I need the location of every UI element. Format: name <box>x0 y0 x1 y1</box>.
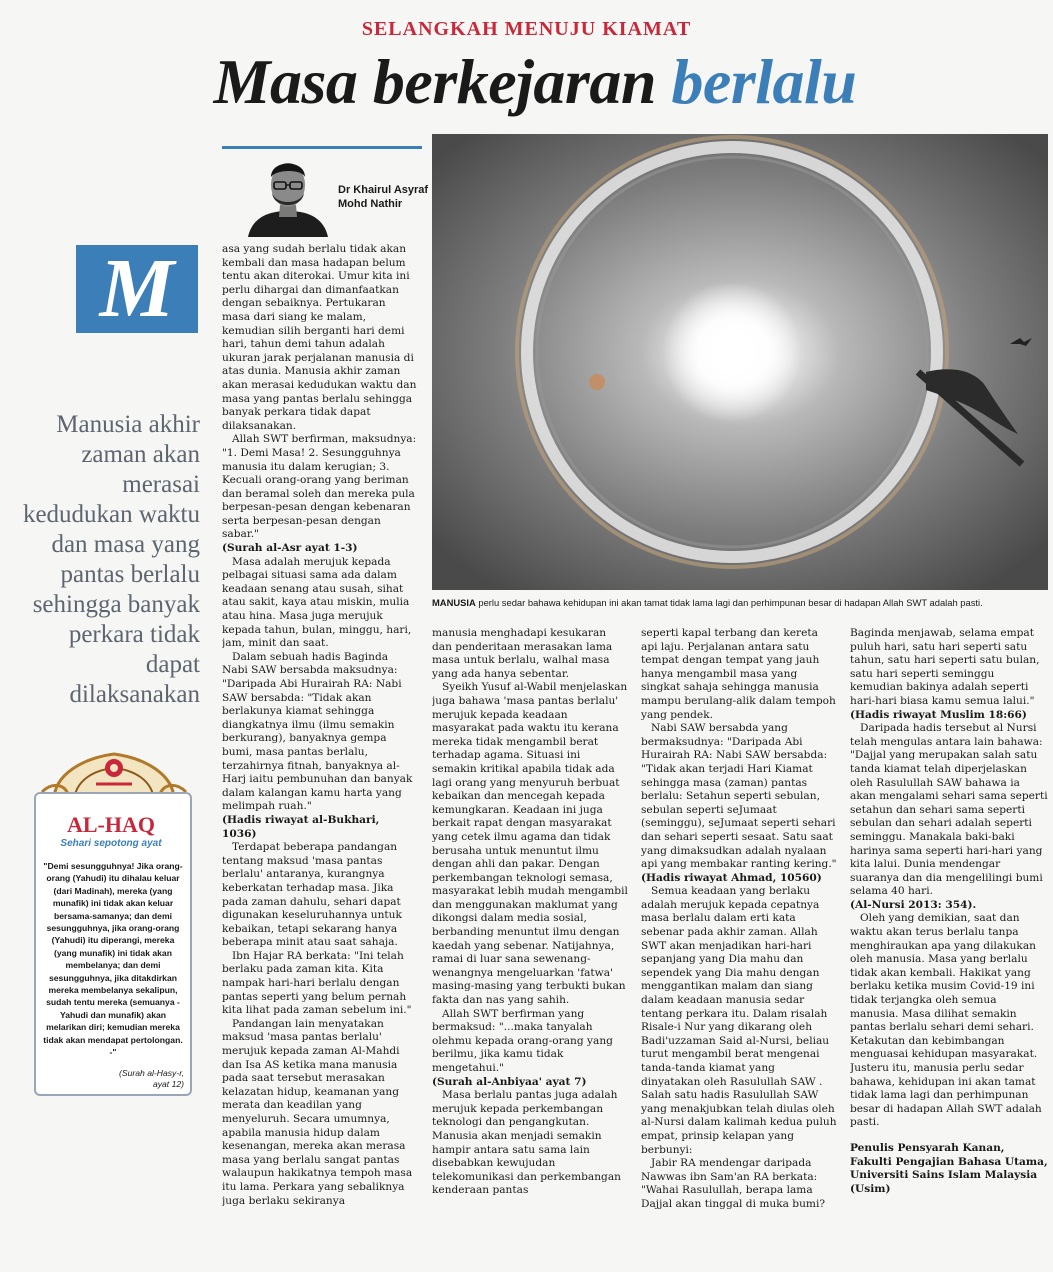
paragraph: Nabi SAW bersabda yang bermaksudnya: "Daripada Abi Hurairah RA: Nabi SAW bersabda: "Tidak akan terjadi Hari Kiamat sehingga masa (zaman) pantas berlalu: Setahun seperti sebulan, sebulan seperti seJumaat (seminggu), seJumaat seperti sehari dan sehari seperti sesaat. Satu saat yang dimaksudkan adalah nyalaan api yang membakar ranting kering." <box>641 722 837 871</box>
headline <box>0 44 1053 120</box>
halo-photo <box>432 134 1048 590</box>
paragraph: Terdapat beberapa pandangan tentang maksud 'masa pantas berlalu' antaranya, kurangnya keberkatan terhadap masa. Jika pada zaman dahulu, sehari dapat digunakan keseluruhannya untuk kebaikan, tetapi sekarang hanya beberapa minit atau saat sahaja. <box>222 841 402 949</box>
paragraph: Dalam sebuah hadis Baginda Nabi SAW bersabda maksudnya: "Daripada Abi Hurairah RA: Nabi SAW bersabda: "Tidak akan berlakunya kiamat sehingga diangkatnya ilmu (ilmu semakin berkurang), banyaknya gempa bumi, masa pantas berlalu, terzahirnya fitnah, banyaknya al-Harj iaitu pembunuhan dan banyak dalam kalangan kamu harta yang melimpah ruah." <box>222 650 413 813</box>
author-byline <box>222 146 429 237</box>
article-column-3 <box>641 627 837 1265</box>
citation: (Hadis riwayat Muslim 18:66) <box>850 708 1027 721</box>
paragraph: asa yang sudah berlalu tidak akan kembali dan masa hadapan belum tentu akan diterokai. Umur kita ini perlu dihargai dan dimanfaatkan dengan sebaiknya. Pertukaran masa dari siang ke malam, kemudian silih berganti hari demi hari, tahun demi tahun adalah ukuran jarak perjalanan manusia di atas dunia. Manusia akhir zaman akan merasai kedudukan waktu dan masa yang pantas berlalu sehingga banyak perkara tidak dapat dilaksanakan. <box>222 243 417 432</box>
alhaq-title: AL-HAQ <box>67 812 155 837</box>
paragraph: Masa adalah merujuk kepada pelbagai situasi sama ada dalam keadaan senang atau susah, sihat atau sakit, kaya atau miskin, mulia atau hina. Masa juga merujuk kepada tahun, bulan, minggu, hari, jam, minit dan saat. <box>222 555 412 650</box>
paragraph: Semua keadaan yang berlaku adalah merujuk kepada cepatnya masa berlalu dalam erti kata sebenar pada akhir zaman. Allah SWT akan menjadikan hari-hari sepanjang yang Dia mahu dan sependek yang Dia mahu dengan menggantikan malam dan siang dalam keadaan manusia sedar tentang perkara itu. Dalam risalah Risale-i Nur yang dikarang oleh Badi'uzzaman Said al-Nursi, beliau turut mengambil berat mengenai tanda-tanda kiamat yang dinyatakan oleh Rasulullah SAW . Salah satu hadis Rasulullah SAW yang menakjubkan telah diulas oleh al-Nursi dalam kalimah kedua puluh empat, prinsip kelapan yang berbunyi: <box>641 885 837 1156</box>
author-name-line1: Dr Khairul Asyraf <box>338 184 429 196</box>
pull-quote: Manusia akhir zaman akan merasai kedudukan waktu dan masa yang pantas berlalu sehingga banyak perkara tidak dapat dilaksanakan <box>22 411 200 708</box>
citation: (Hadis riwayat Ahmad, 10560) <box>641 871 822 884</box>
paragraph: Allah SWT berfirman yang bermaksud: "...maka tanyalah olehmu kepada orang-orang yang berilmu, jika kamu tidak mengetahui." <box>432 1007 613 1074</box>
paragraph: seperti kapal terbang dan kereta api laju. Perjalanan antara satu tempat dengan tempat yang jauh hanya mengambil masa yang singkat sahaja sehingga manusia mampu berulang-alik dalam tempoh yang pendek. <box>641 627 836 721</box>
headline-part1: Masa berkejaran <box>213 46 656 117</box>
alhaq-reference <box>42 1068 184 1090</box>
alhaq-reference-line1: (Surah al-Hasy-r, <box>119 1068 184 1078</box>
paragraph: Oleh yang demikian, saat dan waktu akan terus berlalu tanpa menghiraukan apa yang dilakukan oleh manusia. Masa yang berlalu tidak akan kembali. Hakikat yang berlaku ketika musim Covid-19 ini tidak terjangka oleh semua manusia. Masa dilihat semakin pantas berlalu sehari demi sehari. Ketakutan dan kebimbangan menguasai kehidupan masyarakat. Justeru itu, manusia perlu sedar bahawa, kehidupan ini akan tamat tidak lama lagi dan perhimpunan besar di hadapan Allah SWT adalah pasti. <box>850 912 1042 1129</box>
paragraph: Baginda menjawab, selama empat puluh hari, satu hari seperti satu tahun, satu hari seperti satu bulan, satu hari seperti seminggu kemudian bakinya adalah seperti hari-hari biasa kamu semua lalui." <box>850 627 1040 707</box>
article-column-2 <box>432 627 628 1265</box>
citation: (Surah al-Asr ayat 1-3) <box>222 542 358 555</box>
author-name-line2: Mohd Nathir <box>338 198 403 210</box>
alhaq-verse: "Demi sesungguhnya! Jika orang-orang (Yahudi) itu dihalau keluar (dari Madinah), mereka (yang munafik) ini tidak akan keluar bersama-samanya; dan demi sesungguhnya, jika orang-orang (Yahudi) itu diperangi, mereka (yang munafik) ini tidak akan membelanya; dan demi sesungguhnya, jika ditakdirkan mereka membelanya sekalipun, sudah tentu mereka (semuanya - Yahudi dan munafik) akan melarikan diri; kemudian mereka tidak akan mendapat pertolongan. -" <box>43 861 183 1058</box>
caption-lead: MANUSIA <box>432 597 476 608</box>
alhaq-reference-line2: ayat 12) <box>152 1079 184 1089</box>
paragraph: Ibn Hajar RA berkata: "Ini telah berlaku pada zaman kita. Kita nampak hari-hari berlalu dengan pantas seperti yang belum pernah kita lihat pada zaman sebelum ini." <box>222 949 412 1017</box>
headline-part2: berlalu <box>671 46 857 117</box>
paragraph: Allah SWT berfirman, maksudnya: "1. Demi Masa! 2. Sesungguhnya manusia itu dalam kerugian; 3. Kecuali orang-orang yang beriman dan beramal soleh dan mereka pula berpesan-pesan dengan kebenaran serta berpesan-pesan dengan sabar." <box>222 433 417 541</box>
alhaq-box <box>34 744 194 1094</box>
article-column-4 <box>850 627 1048 1265</box>
paragraph: Syeikh Yusuf al-Wabil menjelaskan juga bahawa 'masa pantas berlalu' merujuk kepada keadaan masyarakat pada waktu itu kerana mereka tidak mengambil berat terhadap agama. Situasi ini semakin kritikal apabila tidak ada lagi orang yang menyuruh berbuat kebaikan dan mencegah kepada kemungkaran. Keadaan ini juga berkait rapat dengan masyarakat yang cetek ilmu agama dan tidak berusaha untuk menuntut ilmu dengan ahli dan pakar. Dengan perkembangan teknologi semasa, masyarakat lebih mudah mengambil dan menggunakan maklumat yang dikongsi dalam media sosial, berbanding menuntut ilmu dengan kaedah yang sebenar. Natijahnya, ramai di luar sana sewenang-wenangnya mengeluarkan 'fatwa' masing-masing yang terbukti bukan fakta dan nas yang sahih. <box>432 681 628 1007</box>
citation: (Surah al-Anbiyaa' ayat 7) <box>432 1075 587 1088</box>
paragraph: Pandangan lain menyatakan maksud 'masa pantas berlalu' merujuk kepada zaman Al-Mahdi dan Isa AS ketika mana manusia pada saat tersebut merasakan kelazatan hidup, keamanan yang merata dan keadilan yang menyeluruh. Secara umumnya, apabila manusia hidup dalam kesenangan, mereka akan merasa masa yang berlalu sangat pantas walaupun hakikatnya tempoh masa itu lama. Perkara yang sebaliknya juga berlaku sekiranya <box>222 1017 413 1207</box>
paragraph: Masa berlalu pantas juga adalah merujuk kepada perkembangan teknologi dan pengangkutan. Manusia akan menjadi semakin hampir antara satu sama lain disebabkan kewujudan telekomunikasi dan perkembangan kenderaan pantas <box>432 1089 621 1197</box>
paragraph: manusia menghadapi kesukaran dan penderitaan merasakan lama masa untuk berlalu, walhal masa yang ada hanya sebentar. <box>432 627 613 680</box>
paragraph: Jabir RA mendengar daripada Nawwas ibn Sam'an RA berkata: "Wahai Rasulullah, berapa lama Dajjal akan tinggal di muka bumi? <box>641 1157 826 1210</box>
photo-caption <box>432 597 1044 609</box>
citation: (Hadis riwayat al-Bukhari, 1036) <box>222 813 380 840</box>
article-column-1 <box>222 243 417 1265</box>
paragraph: Daripada hadis tersebut al Nursi telah mengulas antara lain bahawa: "Dajjal yang merupakan salah satu tanda kiamat telah diperjelaskan oleh Rasulullah SAW bahawa ia akan mengalami sehari sama seperti setahun dan sehari sama seperti sebulan dan sehari adalah seperti seminggu. Manakala baki-baki harinya sama seperti hari-hari yang kita lalui. Dunia mendengar suaranya dan dia mengelilingi bumi selama 40 hari. <box>850 722 1048 898</box>
author-credit: Penulis Pensyarah Kanan, Fakulti Pengajian Bahasa Utama, Universiti Sains Islam Malaysia (Usim) <box>850 1141 1048 1195</box>
caption-text: perlu sedar bahawa kehidupan ini akan tamat tidak lama lagi dan perhimpunan besar di hadapan Allah SWT adalah pasti. <box>475 597 983 608</box>
citation: (Al-Nursi 2013: 354). <box>850 898 977 911</box>
drop-cap: M <box>76 245 198 333</box>
alhaq-subtitle: Sehari sepotong ayat <box>60 838 162 849</box>
author-photo <box>242 149 334 237</box>
kicker: SELANGKAH MENUJU KIAMAT <box>361 18 692 40</box>
